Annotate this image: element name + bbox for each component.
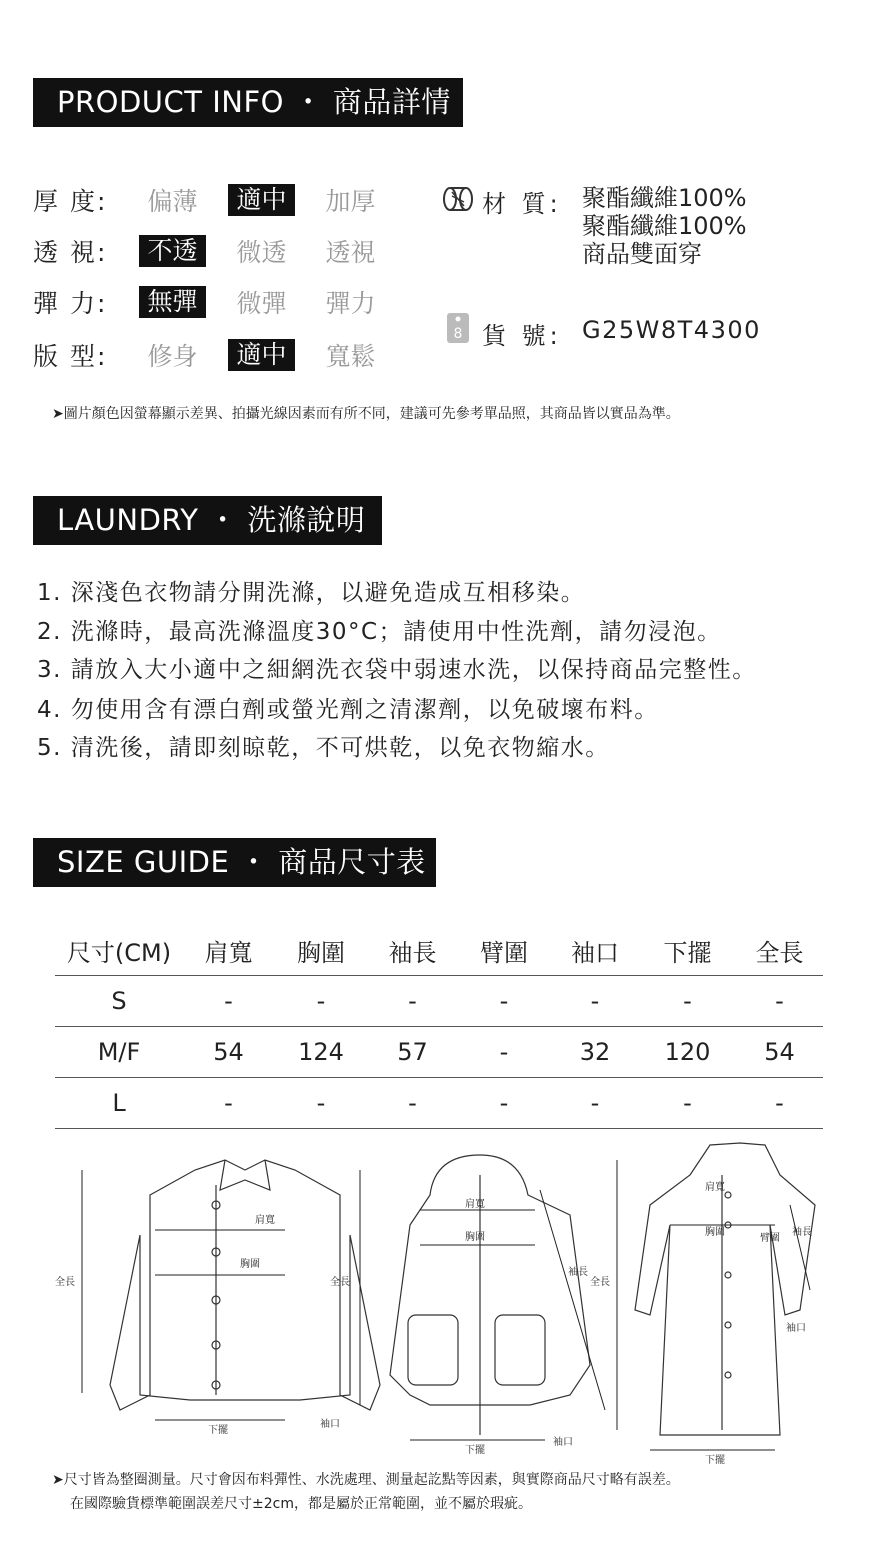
attr-option-selected [217, 184, 306, 216]
label-sleeve-3: 袖長 [792, 1227, 812, 1238]
attr-option-selected [128, 286, 217, 318]
attr-option-selected [217, 339, 306, 371]
table-cell: 120 [664, 1038, 711, 1066]
table-cell: - [590, 1089, 600, 1117]
attr-option [128, 182, 217, 218]
attr-option-text: 適中 [228, 339, 294, 371]
svg-text:8: 8 [453, 326, 463, 342]
coat-outline [635, 1143, 815, 1435]
attr-option [217, 233, 306, 269]
attr-option-text: 微透 [236, 238, 287, 267]
label-shoulder-2: 肩寬 [465, 1199, 485, 1210]
material-value-3: 商品雙面穿 [582, 240, 702, 268]
label-length-2: 全長 [330, 1277, 350, 1288]
attr-option-selected [128, 235, 217, 267]
laundry-item-3: 3. 請放入大小適中之細網洗衣袋中弱速水洗，以保持商品完整性。 [37, 657, 757, 683]
table-cell: - [775, 987, 784, 1015]
label-length-1: 全長 [55, 1277, 75, 1288]
table-cell: - [224, 987, 233, 1015]
garment-diagram [50, 1135, 830, 1465]
table-cell: - [316, 1089, 326, 1117]
table-cell: M/F [97, 1038, 141, 1066]
attr-option [306, 233, 395, 269]
attr-option-text: 適中 [228, 184, 294, 216]
col-length: 全長 [755, 938, 804, 967]
table-cell: 57 [397, 1038, 428, 1066]
attr-option-text: 無彈 [139, 286, 205, 318]
attr-option [306, 284, 395, 320]
attr-option-text: 偏薄 [147, 187, 198, 216]
label-length-3: 全長 [590, 1277, 610, 1288]
attr-row [33, 285, 395, 319]
table-row [55, 1027, 823, 1078]
attr-option-text: 修身 [147, 342, 198, 371]
label-shoulder-1: 肩寬 [255, 1215, 275, 1226]
label-shoulder-3: 肩寬 [705, 1182, 725, 1193]
table-row [55, 976, 823, 1027]
attr-row [33, 338, 395, 372]
attr-label: 版 型: [33, 342, 108, 371]
attr-option-text: 透視 [325, 238, 376, 267]
size-footnote-2: 在國際驗貨標準範圍誤差尺寸±2cm，都是屬於正常範圍，並不屬於瑕疵。 [70, 1496, 532, 1512]
attr-label: 透 視: [33, 238, 108, 267]
table-cell: - [499, 1089, 509, 1117]
hoodie-outline [390, 1155, 590, 1405]
attr-row [33, 234, 395, 268]
label-cuff-3: 袖口 [786, 1323, 806, 1334]
attr-option [128, 337, 217, 373]
label-hem-1: 下擺 [208, 1425, 228, 1436]
size-table-header [55, 925, 823, 976]
col-arm: 臂圍 [480, 938, 528, 967]
material-value-1: 聚酯纖維100% [582, 184, 747, 212]
label-cuff-2: 袖口 [553, 1437, 573, 1448]
attr-option [306, 182, 395, 218]
size-footnote-1: ➤尺寸皆為整圈測量。尺寸會因布料彈性、水洗處理、測量起訖點等因素，與實際商品尺寸略有誤差。 [52, 1472, 680, 1488]
table-cell: - [316, 987, 326, 1015]
laundry-header: LAUNDRY ・ 洗滌說明 [33, 496, 382, 545]
table-cell: - [408, 987, 417, 1015]
col-shoulder: 肩寬 [204, 938, 253, 967]
item-no-label: 貨 號: [482, 322, 562, 350]
laundry-item-2: 2. 洗滌時，最高洗滌溫度30°C；請使用中性洗劑，請勿浸泡。 [37, 619, 722, 645]
color-note: ➤圖片顏色因螢幕顯示差異、拍攝光線因素而有所不同，建議可先參考單品照，其商品皆以實品為準。 [52, 406, 680, 422]
table-cell: S [111, 987, 127, 1015]
label-chest-3: 胸圍 [705, 1227, 725, 1238]
laundry-item-4: 4. 勿使用含有漂白劑或螢光劑之清潔劑，以免破壞布料。 [37, 697, 659, 723]
table-cell: 32 [579, 1038, 611, 1066]
table-cell: - [683, 1089, 692, 1117]
attr-label: 厚 度: [33, 187, 108, 216]
material-value-2: 聚酯纖維100% [582, 212, 747, 240]
label-sleeve-2: 袖長 [568, 1267, 588, 1278]
table-cell: 124 [298, 1038, 344, 1066]
label-chest-2: 胸圍 [465, 1232, 485, 1243]
table-cell: 54 [213, 1038, 244, 1066]
label-arm-3: 臂圍 [760, 1233, 780, 1244]
table-row [55, 1078, 823, 1129]
table-cell: - [408, 1089, 417, 1117]
label-cuff-1: 袖口 [320, 1419, 340, 1430]
label-hem-3: 下擺 [705, 1455, 725, 1465]
label-chest-1: 胸圍 [240, 1259, 260, 1270]
attr-option-text: 不透 [139, 235, 205, 267]
attr-row [33, 183, 395, 217]
table-cell: - [683, 987, 692, 1015]
table-cell: - [224, 1089, 233, 1117]
attr-option-text: 微彈 [236, 289, 287, 318]
product-info-header: PRODUCT INFO ・ 商品詳情 [33, 78, 463, 127]
spool-icon [440, 186, 476, 212]
attr-option-text: 彈力 [325, 289, 376, 318]
col-chest: 胸圍 [297, 938, 345, 967]
attr-option-text: 寬鬆 [325, 342, 376, 371]
table-cell: L [112, 1089, 126, 1117]
item-no-value: G25W8T4300 [582, 316, 761, 344]
size-guide-header: SIZE GUIDE ・ 商品尺寸表 [33, 838, 436, 887]
attr-option-text: 加厚 [325, 187, 376, 216]
table-cell: - [590, 987, 600, 1015]
col-sleeve: 袖長 [388, 938, 437, 967]
table-cell: - [499, 987, 509, 1015]
attr-label: 彈 力: [33, 289, 108, 318]
table-cell: - [499, 1038, 509, 1066]
table-cell: - [775, 1089, 784, 1117]
col-hem: 下擺 [663, 938, 712, 967]
tag-icon [444, 310, 472, 346]
material-label: 材 質: [482, 190, 562, 218]
attr-option [217, 284, 306, 320]
col-cuff: 袖口 [571, 938, 619, 967]
label-hem-2: 下擺 [465, 1445, 485, 1456]
table-cell: 54 [764, 1038, 795, 1066]
col-size: 尺寸(CM) [66, 938, 172, 967]
laundry-item-1: 1. 深淺色衣物請分開洗滌，以避免造成互相移染。 [37, 580, 586, 606]
laundry-item-5: 5. 清洗後，請即刻晾乾，不可烘乾，以免衣物縮水。 [37, 735, 610, 761]
attr-option [306, 337, 395, 373]
size-table [55, 925, 823, 1129]
